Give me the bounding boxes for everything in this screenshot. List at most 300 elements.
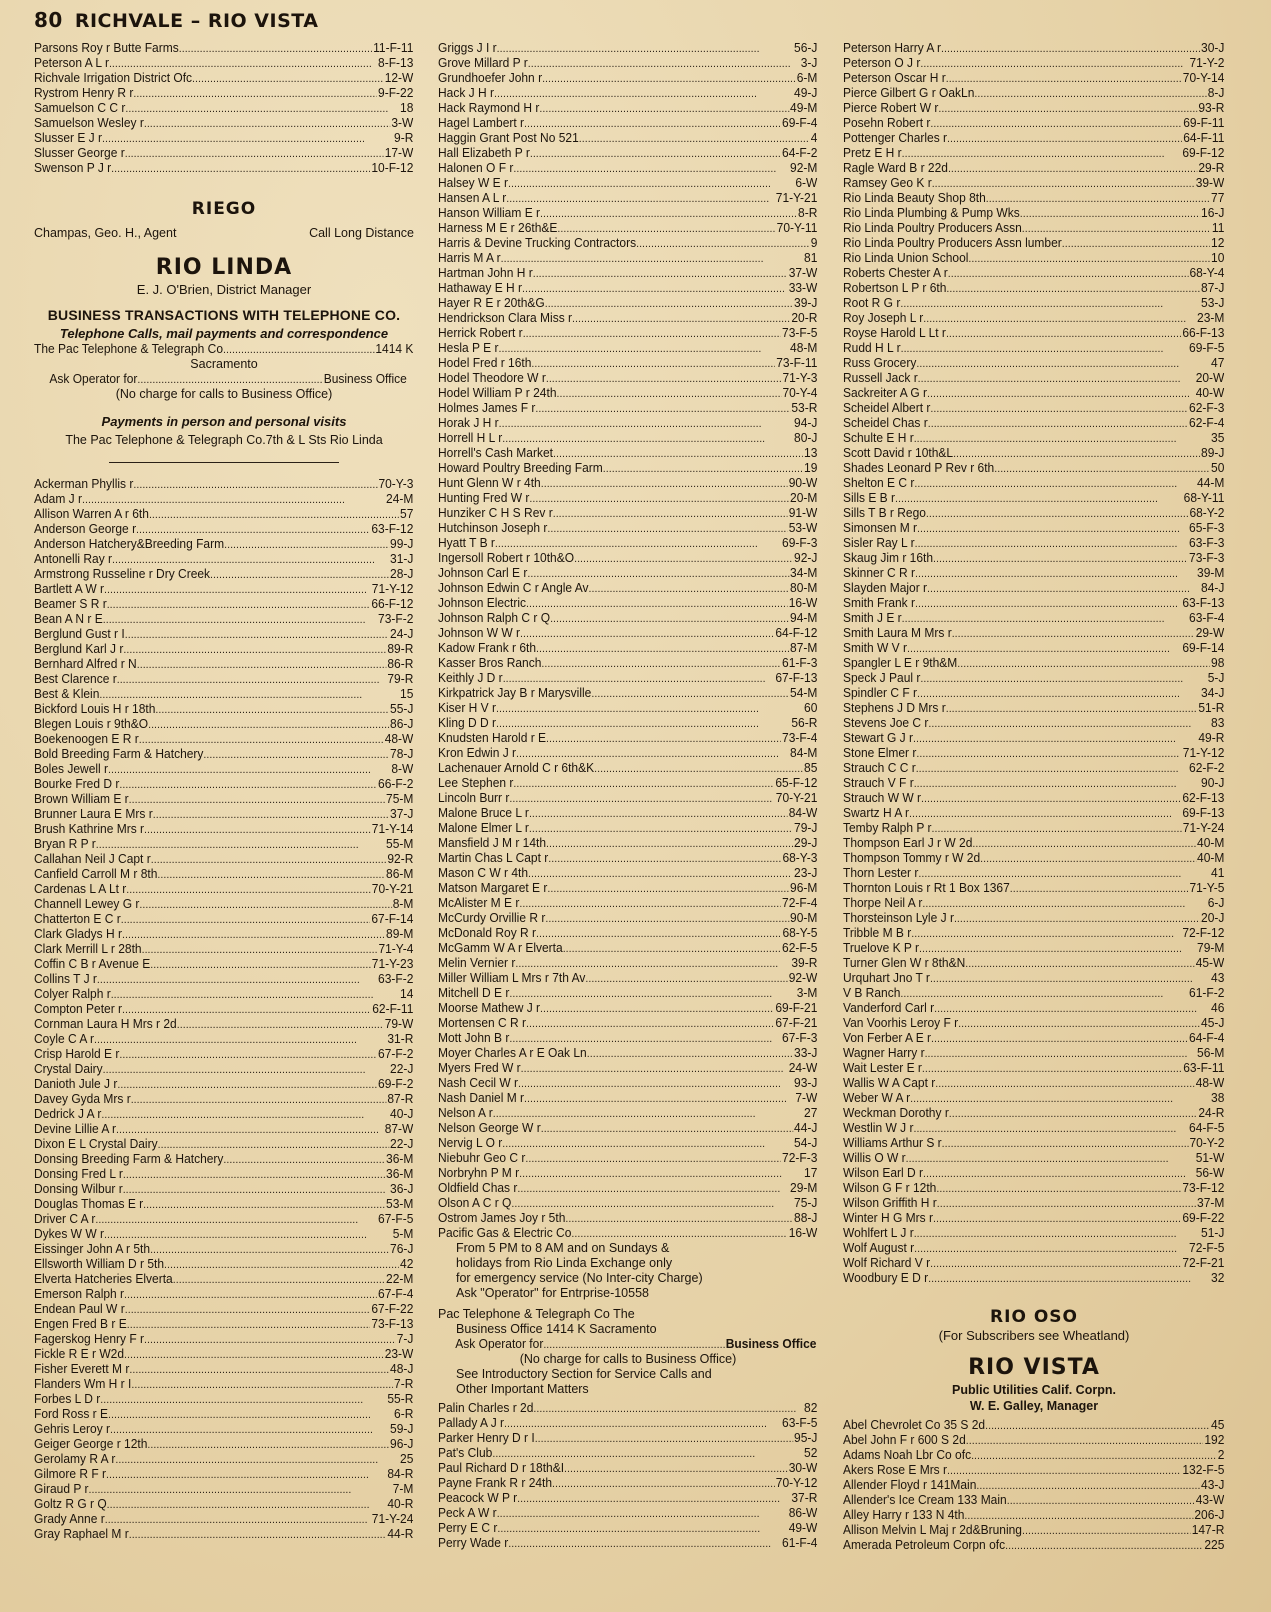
listing-number: 24-J xyxy=(390,627,414,641)
listing-number: 40-W xyxy=(1195,386,1225,400)
listing-entry xyxy=(843,1106,1224,1121)
riego-agent: Champas, Geo. H., Agent xyxy=(34,226,177,240)
rio-linda-heading: RIO LINDA xyxy=(155,255,293,280)
listing-entry xyxy=(438,296,817,311)
listing-name: Stephens J D Mrs r xyxy=(843,701,946,715)
listing-number: 8-W xyxy=(391,762,414,776)
listing-entry xyxy=(438,446,817,461)
listing-entry xyxy=(843,401,1224,416)
listing-entry xyxy=(34,747,413,762)
listing-name: Kadow Frank r 6th xyxy=(438,641,537,655)
listing-entry xyxy=(843,971,1224,986)
listing-number: 63-F-13 xyxy=(1182,596,1225,610)
listing-entry xyxy=(34,1347,413,1362)
listing-entry xyxy=(843,1166,1224,1181)
listing-entry xyxy=(438,581,817,596)
listing-name: Perry E C r xyxy=(438,1521,498,1535)
listing-name: Bourke Fred D r xyxy=(34,777,120,791)
listing-number: 63-F-3 xyxy=(1189,536,1225,550)
listing-entry xyxy=(34,852,413,867)
pactel-see-1: See Introductory Section for Service Calls and xyxy=(456,1367,712,1381)
riego-note: Call Long Distance xyxy=(309,226,414,240)
listing-entry xyxy=(843,611,1224,626)
listing-name: Parsons Roy r Butte Farms xyxy=(34,41,179,55)
listing-entry xyxy=(438,1076,817,1091)
listing-name: Horrell H L r xyxy=(438,431,503,445)
listing-name: Scott David r 10th&L xyxy=(843,446,954,460)
listing-name: Kasser Bros Ranch xyxy=(438,656,542,670)
listing-name: Forbes L D r xyxy=(34,1392,101,1406)
listing-entry xyxy=(843,206,1224,221)
listing-number: 8-M xyxy=(392,897,414,911)
listing-name: Wohlfert L J r xyxy=(843,1226,914,1240)
riego-agent-line xyxy=(34,224,414,242)
listing-entry xyxy=(438,1226,817,1241)
listing-number: 48-J xyxy=(390,1362,414,1376)
listing-name: Hagel Lambert r xyxy=(438,116,525,130)
listing-name: Swenson P J r xyxy=(34,161,112,175)
listing-entry xyxy=(843,116,1224,131)
listing-name: Slusser George r xyxy=(34,146,125,160)
listing-entry xyxy=(843,1226,1224,1241)
listing-name: Best & Klein xyxy=(34,687,100,701)
listing-entry xyxy=(34,777,413,792)
listing-number: 65-F-12 xyxy=(775,776,818,790)
listing-entry xyxy=(438,266,817,281)
listing-name: Roberts Chester A r xyxy=(843,266,948,280)
listing-number: 206-J xyxy=(1194,1508,1225,1522)
listing-number: 18 xyxy=(400,101,414,115)
listing-name: Harris & Devine Trucking Contractors xyxy=(438,236,637,250)
listing-entry xyxy=(438,686,817,701)
listing-name: Haggin Grant Post No 521 xyxy=(438,131,579,145)
listing-number: 71-Y-4 xyxy=(378,942,414,956)
listing-name: V B Ranch xyxy=(843,986,901,1000)
listing-entry xyxy=(843,1241,1224,1256)
listing-name: Rio Linda Poultry Producers Assn xyxy=(843,221,1022,235)
listing-number: 20-M xyxy=(790,491,818,505)
listing-name: Melin Vernier r xyxy=(438,956,516,970)
listing-number: 36-M xyxy=(386,1167,414,1181)
listing-entry xyxy=(438,146,817,161)
listing-name: Payne Frank R r 24th xyxy=(438,1476,553,1490)
listing-name: Strauch W W r xyxy=(843,791,922,805)
listing-name: Abel Chevrolet Co 35 S 2d xyxy=(843,1418,986,1432)
listing-number: 72-F-3 xyxy=(782,1151,818,1165)
listing-entry xyxy=(438,416,817,431)
listing-number: 57 xyxy=(400,507,414,521)
listing-name: Hack Raymond H r xyxy=(438,101,540,115)
listing-entry xyxy=(34,1197,413,1212)
listing-number: 53-J xyxy=(1201,296,1225,310)
listing-name: Skinner C R r xyxy=(843,566,916,580)
listing-name: Johnson W W r xyxy=(438,626,521,640)
listing-name: Goltz R G r Q xyxy=(34,1497,107,1511)
listing-name: Slusser E J r xyxy=(34,131,103,145)
listing-number: 34-J xyxy=(1201,686,1225,700)
listing-number: 72-F-5 xyxy=(1189,1241,1225,1255)
listing-number: 2 xyxy=(1217,1448,1225,1462)
column-1 xyxy=(34,41,414,1542)
listing-number: 60 xyxy=(804,701,818,715)
listing-number: 12-W xyxy=(384,71,414,85)
listing-name: Anderson Hatchery&Breeding Farm xyxy=(34,537,225,551)
listing-name: Hodel Fred r 16th xyxy=(438,356,532,370)
listing-entry xyxy=(34,537,413,552)
listing-name: Clark Gladys H r xyxy=(34,927,123,941)
listing-name: Woodbury E D r xyxy=(843,1271,929,1285)
listing-name: Winter H G Mrs r xyxy=(843,1211,933,1225)
listing-number: 16-W xyxy=(788,596,818,610)
ask-operator-entry xyxy=(34,372,407,387)
listing-entry xyxy=(34,492,413,507)
listing-number: 34-M xyxy=(790,566,818,580)
listing-number: 69-F-2 xyxy=(378,1077,414,1091)
listing-entry xyxy=(843,746,1224,761)
listing-entry xyxy=(438,86,817,101)
listing-number: 62-F-11 xyxy=(372,1002,414,1016)
listing-number: 24-R xyxy=(1198,1106,1225,1120)
listing-entry xyxy=(438,551,817,566)
listing-entry xyxy=(34,116,413,131)
listing-number: 69-F-13 xyxy=(1182,806,1225,820)
listing-number: 71-Y-2 xyxy=(1189,56,1225,70)
listing-number: 67-F-5 xyxy=(378,1212,414,1226)
listing-entry xyxy=(438,56,817,71)
listing-entry xyxy=(438,701,817,716)
listing-name: Harris M A r xyxy=(438,251,501,265)
listing-number: 44-M xyxy=(1197,476,1225,490)
listing-number: 19 xyxy=(804,461,818,475)
listing-name: Knudsten Harold r E xyxy=(438,731,547,745)
listing-name: Stevens Joe C r xyxy=(843,716,929,730)
listing-number: 88-J xyxy=(794,1211,818,1225)
listing-name: Strauch V F r xyxy=(843,776,914,790)
richvale-listings xyxy=(34,41,414,176)
listing-name: Coffin C B r Avenue E xyxy=(34,957,151,971)
listing-entry xyxy=(438,371,817,386)
listing-name: Lachenauer Arnold C r 6th&K xyxy=(438,761,595,775)
listing-entry xyxy=(438,851,817,866)
listing-entry xyxy=(34,1242,413,1257)
listing-entry xyxy=(438,1061,817,1076)
rio-linda-listings-d xyxy=(843,41,1225,1286)
payments-line: The Pac Telephone & Telegraph Co.7th & L Sts Rio Linda xyxy=(65,433,383,447)
listing-number: 73-F-4 xyxy=(782,731,818,745)
riego-heading: RIEGO xyxy=(191,199,257,219)
listing-entry xyxy=(438,281,817,296)
listing-number: 37-J xyxy=(390,807,414,821)
listing-entry xyxy=(843,1151,1224,1166)
listing-name: Mason C W r 4th xyxy=(438,866,529,880)
listing-name: Mott John B r xyxy=(438,1031,510,1045)
listing-entry xyxy=(843,236,1224,251)
listing-entry xyxy=(438,191,817,206)
listing-entry xyxy=(843,1508,1224,1523)
listing-number: 37-M xyxy=(1197,1196,1225,1210)
listing-number: 79-W xyxy=(384,1017,414,1031)
listing-name: Posehn Robert r xyxy=(843,116,931,130)
listing-number: 89-R xyxy=(387,642,414,656)
note-line: Ask "Operator" for Entrprise-10558 xyxy=(456,1286,649,1300)
listing-name: Antonelli Ray r xyxy=(34,552,113,566)
listing-name: Pat's Club xyxy=(438,1446,493,1460)
business-transactions-heading: BUSINESS TRANSACTIONS WITH TELEPHONE CO. xyxy=(47,307,401,323)
listing-entry xyxy=(438,176,817,191)
listing-number: 25 xyxy=(400,1452,414,1466)
listing-number: 7-W xyxy=(795,1091,818,1105)
listing-name: Wolf August r xyxy=(843,1241,915,1255)
listing-entry xyxy=(438,116,817,131)
listing-entry xyxy=(438,1461,817,1476)
listing-name: Endean Paul W r xyxy=(34,1302,125,1316)
listing-number: 20-R xyxy=(791,311,818,325)
listing-number: 8-R xyxy=(798,206,818,220)
listing-name: Canfield Carroll M r 8th xyxy=(34,867,158,881)
listing-number: 29-W xyxy=(1195,626,1225,640)
listing-name: Gehris Leroy r xyxy=(34,1422,111,1436)
listing-number: 23-M xyxy=(1197,311,1225,325)
listing-name: Abel John F r 600 S 2d xyxy=(843,1433,966,1447)
listing-number: 6-R xyxy=(394,1407,414,1421)
listing-entry xyxy=(438,821,817,836)
listing-entry xyxy=(438,776,817,791)
listing-number: 22-J xyxy=(390,1062,414,1076)
listing-entry xyxy=(438,1431,817,1446)
listing-entry xyxy=(438,236,817,251)
listing-number: 43 xyxy=(1211,971,1225,985)
listing-name: Howard Poultry Breeding Farm xyxy=(438,461,603,475)
listing-name: Grove Millard P r xyxy=(438,56,528,70)
listing-number: 85 xyxy=(804,761,818,775)
listing-number: 22-J xyxy=(390,1137,414,1151)
listing-entry xyxy=(843,716,1224,731)
listing-entry xyxy=(34,41,413,56)
rio-oso-heading: RIO OSO xyxy=(990,1307,1078,1327)
listing-entry xyxy=(843,71,1224,86)
listing-name: Moyer Charles A r E Oak Ln xyxy=(438,1046,587,1060)
listing-entry xyxy=(843,371,1224,386)
listing-entry xyxy=(438,746,817,761)
listing-entry xyxy=(438,806,817,821)
listing-name: Mortensen C R r xyxy=(438,1016,527,1030)
listing-name: Allison Warren A r 6th xyxy=(34,507,149,521)
listing-entry xyxy=(438,596,817,611)
listing-number: 95-J xyxy=(794,1431,818,1445)
listing-entry xyxy=(843,656,1224,671)
listing-entry xyxy=(843,701,1224,716)
listing-entry xyxy=(34,1152,413,1167)
listing-entry xyxy=(34,131,413,146)
page-title: RICHVALE – RIO VISTA xyxy=(74,10,319,32)
listing-name: Gerolamy R A r xyxy=(34,1452,116,1466)
listing-entry xyxy=(438,1016,817,1031)
listing-entry xyxy=(438,881,817,896)
listing-number: 70-Y-2 xyxy=(1189,1136,1225,1150)
listing-entry xyxy=(843,731,1224,746)
listing-name: Thorpe Neil A r xyxy=(843,896,923,910)
listing-number: 99-J xyxy=(390,537,414,551)
listing-entry xyxy=(843,581,1224,596)
listing-name: Crisp Harold E r xyxy=(34,1047,120,1061)
listing-number: 70-Y-21 xyxy=(371,882,414,896)
listing-entry xyxy=(438,491,817,506)
listing-number: 86-M xyxy=(386,867,414,881)
listing-entry xyxy=(34,702,413,717)
listing-number: 32 xyxy=(1211,1271,1225,1285)
listing-name: Anderson George r xyxy=(34,522,137,536)
listing-entry xyxy=(438,251,817,266)
listing-number: 61-F-2 xyxy=(1189,986,1225,1000)
listing-number: 43-J xyxy=(1201,1478,1225,1492)
listing-name: Amerada Petroleum Corpn ofc xyxy=(843,1538,1006,1552)
listing-entry xyxy=(438,941,817,956)
listing-number: 93-R xyxy=(1198,101,1225,115)
listing-name: Elverta Hatcheries Elverta xyxy=(34,1272,173,1286)
listing-number: 61-F-3 xyxy=(782,656,818,670)
listing-number: 39-M xyxy=(1197,566,1225,580)
listing-name: Bryan R P r xyxy=(34,837,96,851)
listing-name: Hendrickson Clara Miss r xyxy=(438,311,573,325)
listing-name: Thornton Louis r Rt 1 Box 1367 xyxy=(843,881,1010,895)
column-2 xyxy=(438,41,818,1551)
listing-entry xyxy=(34,627,413,642)
listing-entry xyxy=(438,956,817,971)
listing-entry xyxy=(843,1121,1224,1136)
listing-entry xyxy=(843,1418,1224,1433)
listing-name: Bold Breeding Farm & Hatchery xyxy=(34,747,204,761)
listing-name: Wilson G F r 12th xyxy=(843,1181,937,1195)
listing-name: Nash Daniel M r xyxy=(438,1091,525,1105)
listing-entry xyxy=(843,161,1224,176)
listing-name: Thompson Earl J r W 2d xyxy=(843,836,973,850)
rio-vista-listings xyxy=(843,1418,1225,1553)
listing-name: Collins T J r xyxy=(34,972,97,986)
listing-name: Bernhard Alfred r N xyxy=(34,657,137,671)
listing-name: Peterson Oscar H r xyxy=(843,71,946,85)
ask-operator-label: Ask Operator for xyxy=(49,372,138,386)
listing-number: 71-Y-24 xyxy=(371,1512,414,1526)
listing-name: Ramsey Geo K r xyxy=(843,176,932,190)
listing-name: Kling D D r xyxy=(438,716,497,730)
listing-entry xyxy=(843,431,1224,446)
listing-name: Compton Peter r xyxy=(34,1002,123,1016)
listing-name: Grundhoefer John r xyxy=(438,71,543,85)
listing-name: Turner Glen W r 8th&N xyxy=(843,956,966,970)
listing-entry xyxy=(843,326,1224,341)
listing-number: 77 xyxy=(1211,191,1225,205)
listing-entry xyxy=(34,657,413,672)
listing-entry xyxy=(843,956,1224,971)
listing-number: 22-M xyxy=(386,1272,414,1286)
listing-entry xyxy=(438,731,817,746)
listing-name: Weber W A r xyxy=(843,1091,911,1105)
listing-number: 45-J xyxy=(1201,1016,1225,1030)
listing-entry xyxy=(843,386,1224,401)
listing-name: Geiger George r 12th xyxy=(34,1437,148,1451)
listing-number: 6-J xyxy=(1207,896,1225,910)
listing-entry xyxy=(34,642,413,657)
listing-name: Channell Lewey G r xyxy=(34,897,140,911)
listing-entry xyxy=(843,1196,1224,1211)
listing-number: 67-F-22 xyxy=(371,1302,414,1316)
listing-name: Brown William E r xyxy=(34,792,129,806)
listing-entry xyxy=(438,41,817,56)
listing-entry xyxy=(843,911,1224,926)
listing-name: Wilson Earl D r xyxy=(843,1166,924,1180)
listing-name: Myers Fred W r xyxy=(438,1061,521,1075)
listing-entry xyxy=(34,71,413,86)
listing-entry xyxy=(438,71,817,86)
listing-entry xyxy=(843,446,1224,461)
listing-entry xyxy=(34,101,413,116)
no-charge-note: (No charge for calls to Business Office) xyxy=(115,387,333,401)
listing-number: 69-F-22 xyxy=(1182,1211,1225,1225)
listing-number: 92-J xyxy=(794,551,818,565)
listing-name: Parker Henry D r I xyxy=(438,1431,535,1445)
listing-number: 29-R xyxy=(1198,161,1225,175)
listing-entry xyxy=(34,1077,413,1092)
pactel-name: Pac Telephone & Telegraph Co The xyxy=(438,1307,635,1321)
listing-number: 11-F-11 xyxy=(373,41,414,55)
listing-entry xyxy=(438,656,817,671)
listing-number: 70-Y-11 xyxy=(776,221,818,235)
listing-name: Ackerman Phyllis r xyxy=(34,477,134,491)
listing-name: Mansfield J M r 14th xyxy=(438,836,547,850)
listing-name: Thorsteinson Lyle J r xyxy=(843,911,954,925)
divider-rule xyxy=(109,462,339,463)
listing-number: 9-R xyxy=(394,131,414,145)
listing-number: 33-W xyxy=(788,281,818,295)
listing-entry xyxy=(843,1256,1224,1271)
rio-vista-heading: RIO VISTA xyxy=(968,1355,1100,1380)
listing-name: Hansen A L r xyxy=(438,191,507,205)
listing-name: Samuelson C C r xyxy=(34,101,126,115)
listing-entry xyxy=(843,1181,1224,1196)
listing-number: 31-R xyxy=(387,1032,414,1046)
listing-name: Paul Richard D r 18th&I xyxy=(438,1461,565,1475)
listing-entry xyxy=(843,281,1224,296)
listing-number: 39-J xyxy=(794,296,818,310)
listing-name: Emerson Ralph r xyxy=(34,1287,125,1301)
listing-entry xyxy=(34,1002,413,1017)
listing-name: Horak J H r xyxy=(438,416,499,430)
listing-number: 16-J xyxy=(1201,206,1225,220)
listing-number: 39-W xyxy=(1195,176,1225,190)
calls-value: 1414 K xyxy=(375,342,414,356)
listing-entry xyxy=(438,1476,817,1491)
listing-name: Royse Harold L Lt r xyxy=(843,326,946,340)
listing-number: 93-J xyxy=(794,1076,818,1090)
listing-number: 68-Y-4 xyxy=(1189,266,1225,280)
calls-name: The Pac Telephone & Telegraph Co xyxy=(34,342,224,356)
listing-entry xyxy=(843,641,1224,656)
listing-entry xyxy=(34,807,413,822)
page-header xyxy=(34,8,1264,38)
listing-number: 68-Y-2 xyxy=(1189,506,1225,520)
listing-number: 27 xyxy=(804,1106,818,1120)
listing-name: Von Ferber A E r xyxy=(843,1031,932,1045)
listing-entry xyxy=(843,1001,1224,1016)
listing-entry xyxy=(34,1182,413,1197)
listing-number: 71-Y-24 xyxy=(1182,821,1225,835)
listing-number: 59-J xyxy=(390,1422,414,1436)
listing-number: 69-F-14 xyxy=(1182,641,1225,655)
listing-name: Sills T B r Rego xyxy=(843,506,926,520)
listing-number: 87-W xyxy=(384,1122,414,1136)
listing-number: 79-M xyxy=(1197,941,1225,955)
listing-number: 73-F-5 xyxy=(782,326,818,340)
